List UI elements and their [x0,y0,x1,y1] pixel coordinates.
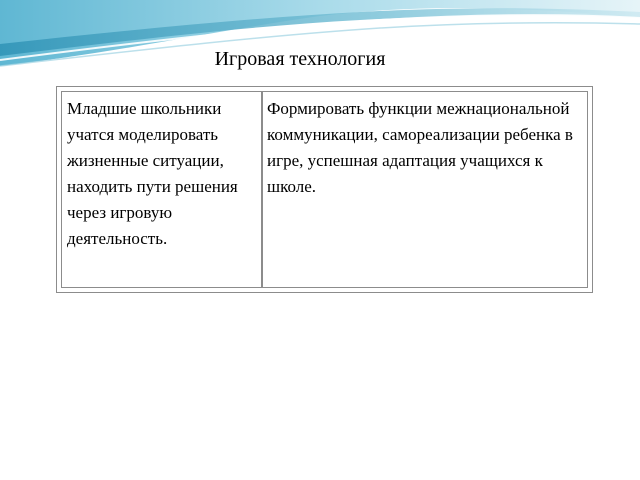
slide-title: Игровая технология [214,48,386,70]
table-cell-left: Младшие школьники учатся моделировать жизненные ситуации, находить пути решения через игровую деятельность. [61,91,263,288]
table-cell-right: Формировать функции межнациональной коммуникации, самореализации ребенка в игре, успешная адаптация учащихся к школе. [261,91,588,288]
content-table [56,86,593,293]
